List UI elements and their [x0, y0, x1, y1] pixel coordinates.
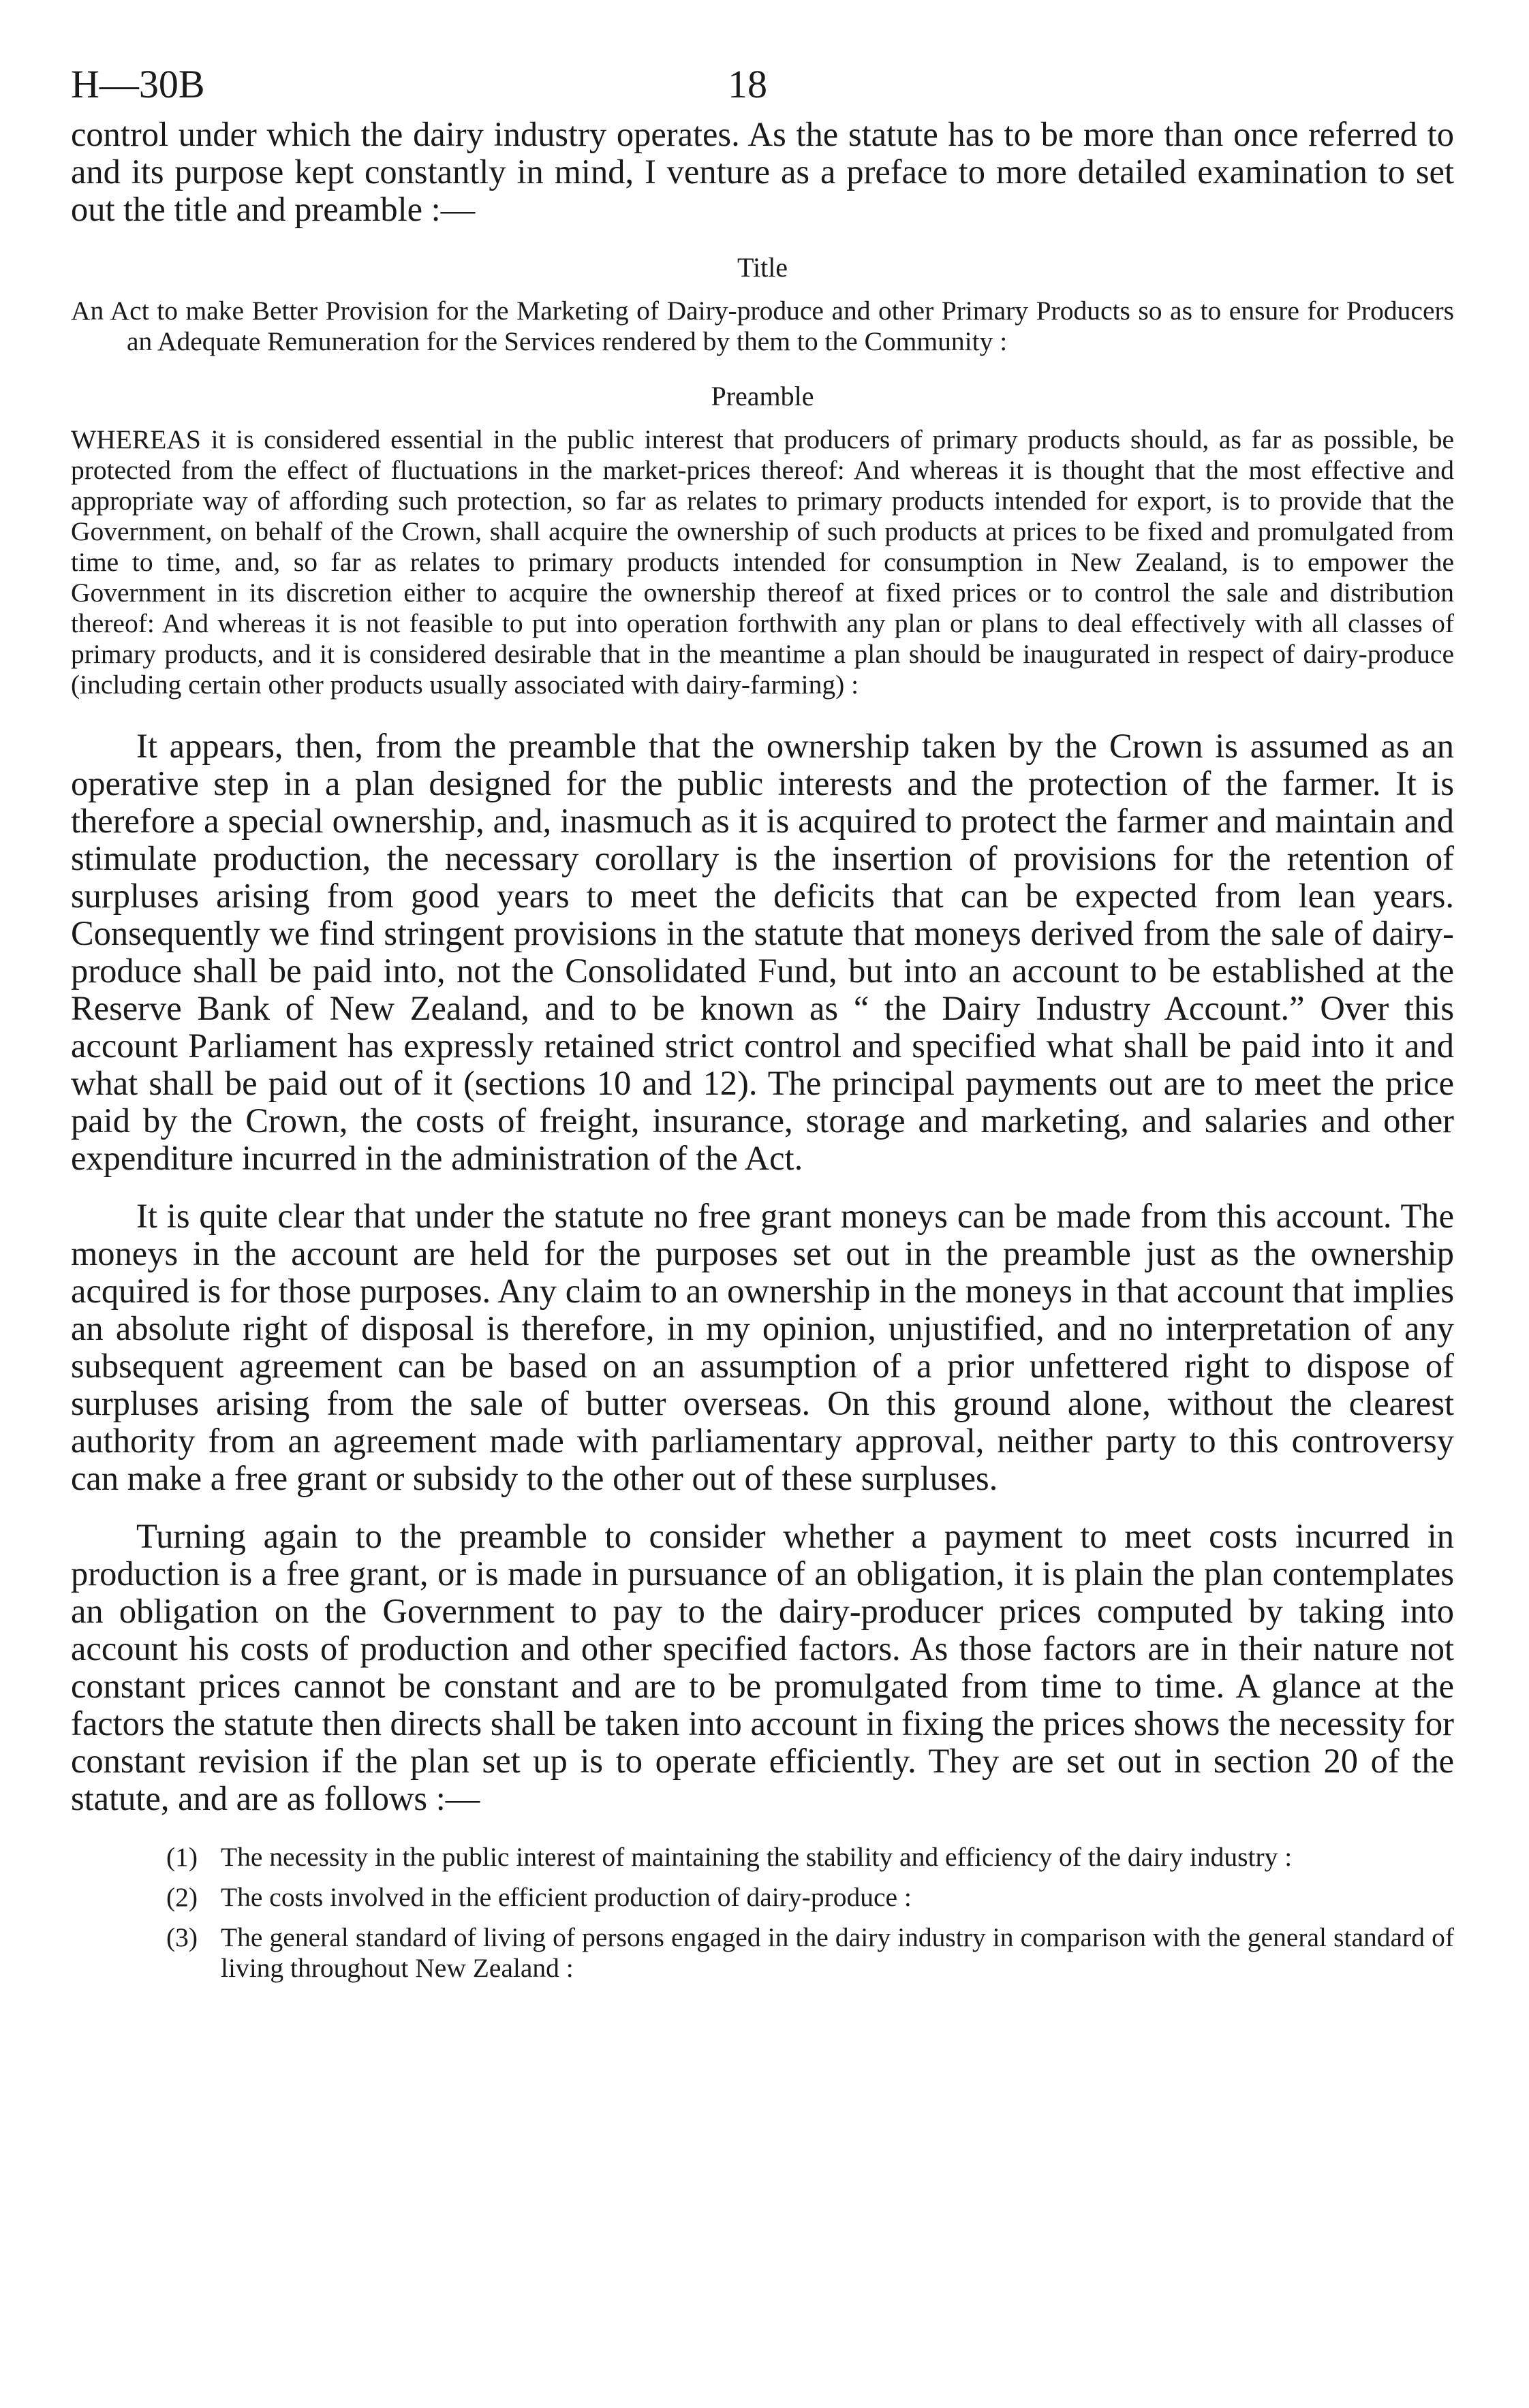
- document-page: [71, 41, 1454, 1993]
- body-paragraph-1: It appears, then, from the preamble that the ownership taken by the Crown is assumed as an operative step in a plan designed for the public interests and the protection of the farmer. It is therefore a special ownership, and, inasmuch as it is acquired to protect the farmer and maintain and stimulate production, the necessary corollary is the insertion of provisions for the retention of surpluses arising from good years to meet the deficits that can be expected from lean years. Consequently we find stringent provisions in the statute that moneys derived from the sale of dairy-produce shall be paid into, not the Consolidated Fund, but into an account to be established at the Reserve Bank of New Zealand, and to be known as “ the Dairy Industry Account.” Over this account Parliament has expressly retained strict control and specified what shall be paid into it and what shall be paid out of it (sections 10 and 12). The principal payments out are to meet the price paid by the Crown, the costs of freight, insurance, storage and marketing, and salaries and other expenditure incurred in the administration of the Act.: [71, 727, 1454, 1177]
- preamble-text: WHEREAS it is considered essential in the public interest that producers of primary products should, as far as possible, be protected from the effect of fluctuations in the market-prices thereof: And whereas it is thought that the most effective and appropriate way of affording such protection, so far as relates to primary products intended for export, is to provide that the Government, on behalf of the Crown, shall acquire the ownership of such products at prices to be fixed and promulgated from time to time, and, so far as relates to primary products intended for consumption in New Zealand, is to empower the Government in its discretion either to acquire the ownership thereof at fixed prices or to control the sale and distribution thereof: And whereas it is not feasible to put into operation forthwith any plan or plans to deal effectively with all classes of primary products, and it is considered desirable that in the meantime a plan should be inaugurated in respect of dairy-produce (including certain other products usually associated with dairy-farming) :: [71, 424, 1454, 700]
- intro-paragraph: control under which the dairy industry operates. As the statute has to be more than once referred to and its purpose kept constantly in mind, I venture as a preface to more detailed examination to set out the title and preamble :—: [71, 115, 1454, 228]
- page-header: [71, 41, 1454, 116]
- page-number: 18: [728, 62, 767, 106]
- list-item: [71, 1882, 1454, 1913]
- preamble-heading: Preamble: [711, 381, 814, 411]
- list-item-number: (2): [166, 1882, 198, 1912]
- list-item-number: (1): [166, 1842, 198, 1872]
- list-item-text: The costs involved in the efficient production of dairy-produce :: [221, 1882, 912, 1912]
- list-item: [71, 1842, 1454, 1873]
- list-item: [71, 1922, 1454, 1984]
- title-heading: Title: [737, 252, 788, 283]
- list-item-number: (3): [166, 1922, 198, 1952]
- body-paragraph-3: Turning again to the preamble to consider whether a payment to meet costs incurred in production is a free grant, or is made in pursuance of an obligation, it is plain the plan contemplates an obligation on the Government to pay to the dairy-producer prices computed by taking into account his costs of production and other specified factors. As those factors are in their nature not constant prices cannot be constant and are to be promulgated from time to time. A glance at the factors the statute then directs shall be taken into account in fixing the prices shows the necessity for constant revision if the plan set up is to operate efficiently. They are set out in section 20 of the statute, and are as follows :—: [71, 1517, 1454, 1817]
- list-item-text: The necessity in the public interest of maintaining the stability and efficiency of the dairy industry :: [221, 1842, 1293, 1872]
- factors-list: [71, 1842, 1454, 1984]
- list-item-text: The general standard of living of persons engaged in the dairy industry in comparison with the general standard of living throughout New Zealand :: [221, 1922, 1454, 1983]
- body-paragraph-2: It is quite clear that under the statute no free grant moneys can be made from this account. The moneys in the account are held for the purposes set out in the preamble just as the ownership acquired is for those purposes. Any claim to an ownership in the moneys in that account that implies an absolute right of disposal is therefore, in my opinion, unjustified, and no interpretation of any subsequent agreement can be based on an assumption of a prior unfettered right to dispose of surpluses arising from the sale of butter overseas. On this ground alone, without the clearest authority from an agreement made with parliamentary approval, neither party to this controversy can make a free grant or subsidy to the other out of these surpluses.: [71, 1197, 1454, 1497]
- act-title-text: An Act to make Better Provision for the Marketing of Dairy-produce and other Primary Products so as to ensure for Producers an Adequate Remuneration for the Services rendered by them to the Community :: [71, 296, 1454, 356]
- document-reference: H—30B: [71, 62, 205, 106]
